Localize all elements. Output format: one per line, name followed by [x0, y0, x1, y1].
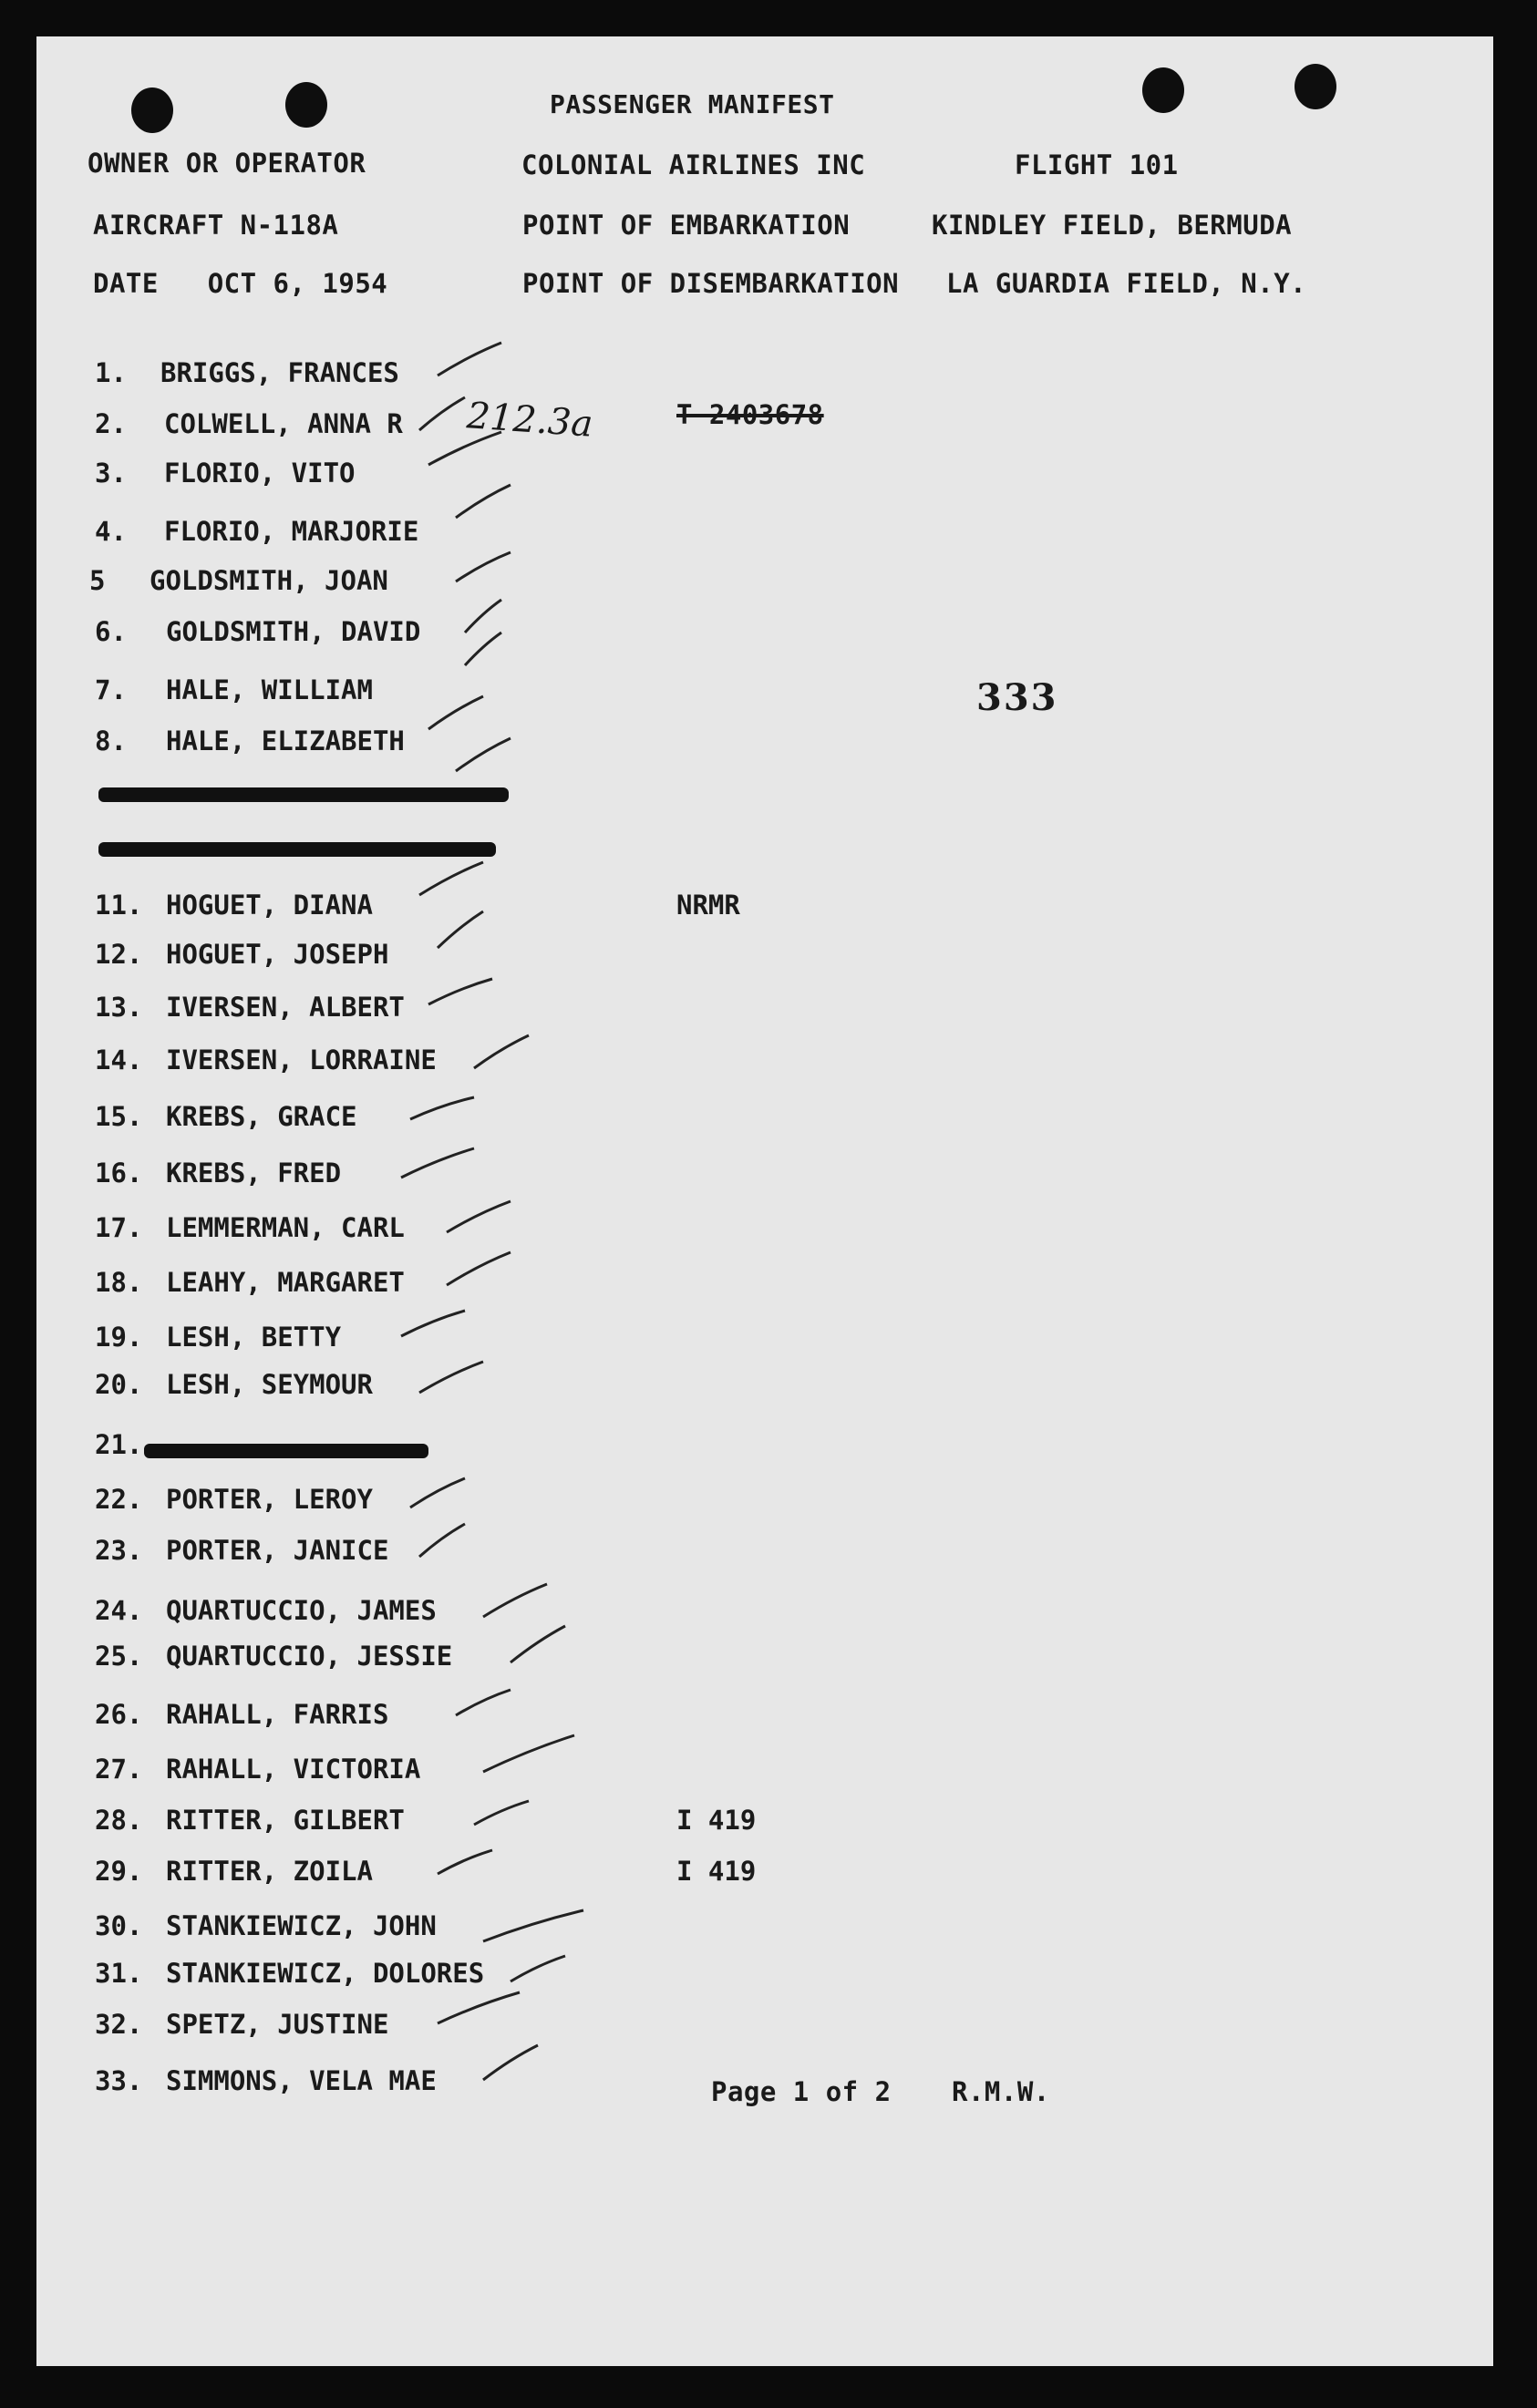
passenger-name: HOGUET, JOSEPH [166, 939, 389, 970]
passenger-number: 12. [95, 939, 143, 970]
check-mark [428, 696, 483, 729]
passenger-number: 22. [95, 1484, 143, 1515]
check-mark [419, 1524, 465, 1557]
passenger-name: GOLDSMITH, DAVID [166, 616, 421, 647]
check-mark [438, 1992, 520, 2023]
passenger-name: QUARTUCCIO, JESSIE [166, 1641, 453, 1672]
passenger-number: 25. [95, 1641, 143, 1672]
check-mark [456, 485, 511, 518]
passenger-note: I 419 [676, 1856, 757, 1887]
passenger-name: RITTER, GILBERT [166, 1805, 405, 1836]
check-mark [447, 1252, 511, 1285]
check-mark [438, 911, 483, 948]
check-mark [465, 600, 501, 633]
passenger-number: 23. [95, 1535, 143, 1566]
passenger-name: GOLDSMITH, JOAN [150, 565, 388, 596]
check-mark [474, 1801, 529, 1825]
check-mark [419, 397, 465, 430]
passenger-name: COLWELL, ANNA R [164, 408, 403, 439]
passenger-name: LESH, BETTY [166, 1322, 342, 1353]
owner-label: OWNER OR OPERATOR [88, 148, 366, 179]
passenger-number: 21. [95, 1429, 143, 1460]
check-mark [511, 1956, 565, 1981]
check-mark [419, 1362, 483, 1393]
passenger-name: FLORIO, VITO [164, 458, 356, 489]
check-mark [474, 1035, 529, 1068]
passenger-number: 29. [95, 1856, 143, 1887]
clerk-initials: R.M.W. [952, 2076, 1050, 2107]
passenger-name: LESH, SEYMOUR [166, 1369, 373, 1400]
check-mark [401, 1311, 465, 1336]
check-mark [428, 979, 492, 1004]
check-mark [438, 343, 501, 376]
check-marks [36, 36, 1493, 2366]
passenger-name: BRIGGS, FRANCES [160, 357, 399, 388]
passenger-note: NRMR [676, 890, 740, 921]
passenger-number: 8. [95, 725, 127, 756]
passenger-number: 5 [89, 565, 106, 596]
embarkation-label: POINT OF EMBARKATION [522, 210, 851, 241]
passenger-note: I 419 [676, 1805, 757, 1836]
stamp-number: 333 [976, 676, 1058, 719]
passenger-number: 1. [95, 357, 127, 388]
flight-date: DATE OCT 6, 1954 [93, 268, 388, 299]
passenger-number: 24. [95, 1595, 143, 1626]
disembarkation-value: LA GUARDIA FIELD, N.Y. [946, 268, 1307, 299]
check-mark [419, 862, 483, 895]
check-mark [483, 1910, 583, 1941]
check-mark [483, 1735, 574, 1772]
passenger-number: 7. [95, 674, 127, 705]
passenger-number: 16. [95, 1158, 143, 1189]
page-indicator: Page 1 of 2 [711, 2076, 892, 2107]
passenger-name: STANKIEWICZ, JOHN [166, 1910, 437, 1941]
passenger-number: 30. [95, 1910, 143, 1941]
check-mark [428, 432, 501, 465]
check-mark [456, 1690, 511, 1715]
passenger-number: 31. [95, 1958, 143, 1989]
passenger-name: KREBS, GRACE [166, 1101, 357, 1132]
aircraft-registration: AIRCRAFT N-118A [93, 210, 339, 241]
passenger-name: SPETZ, JUSTINE [166, 2009, 389, 2040]
passenger-name: RAHALL, VICTORIA [166, 1754, 421, 1785]
passenger-name: KREBS, FRED [166, 1158, 342, 1189]
struck-ticket-number: T 2403678 [676, 399, 824, 430]
passenger-name: LEAHY, MARGARET [166, 1267, 405, 1298]
check-mark [483, 2045, 538, 2080]
passenger-number: 13. [95, 992, 143, 1023]
passenger-name: FLORIO, MARJORIE [164, 516, 419, 547]
passenger-name: RITTER, ZOILA [166, 1856, 373, 1887]
passenger-name: PORTER, LEROY [166, 1484, 373, 1515]
passenger-name: QUARTUCCIO, JAMES [166, 1595, 437, 1626]
passenger-name: HALE, ELIZABETH [166, 725, 405, 756]
passenger-number: 27. [95, 1754, 143, 1785]
passenger-number: 3. [95, 458, 127, 489]
check-mark [456, 738, 511, 771]
passenger-number: 20. [95, 1369, 143, 1400]
manifest-title: PASSENGER MANIFEST [550, 89, 835, 119]
owner-value: COLONIAL AIRLINES INC [521, 149, 866, 180]
check-mark [465, 633, 501, 665]
flight-number: FLIGHT 101 [1015, 149, 1179, 180]
passenger-name: IVERSEN, LORRAINE [166, 1044, 437, 1075]
passenger-number: 17. [95, 1212, 143, 1243]
passenger-number: 33. [95, 2065, 143, 2096]
disembarkation-label: POINT OF DISEMBARKATION [522, 268, 900, 299]
check-mark [511, 1626, 565, 1662]
embarkation-value: KINDLEY FIELD, BERMUDA [932, 210, 1293, 241]
passenger-number: 6. [95, 616, 127, 647]
check-mark [401, 1148, 474, 1178]
passenger-number: 28. [95, 1805, 143, 1836]
passenger-name: HALE, WILLIAM [166, 674, 373, 705]
passenger-name: LEMMERMAN, CARL [166, 1212, 405, 1243]
passenger-name: RAHALL, FARRIS [166, 1699, 389, 1730]
passenger-name: IVERSEN, ALBERT [166, 992, 405, 1023]
passenger-number: 14. [95, 1044, 143, 1075]
passenger-number: 11. [95, 890, 143, 921]
passenger-number: 4. [95, 516, 127, 547]
passenger-name: HOGUET, DIANA [166, 890, 373, 921]
passenger-name: PORTER, JANICE [166, 1535, 389, 1566]
manifest-sheet [36, 36, 1493, 2366]
passenger-number: 19. [95, 1322, 143, 1353]
passenger-number: 2. [95, 408, 127, 439]
passenger-number: 15. [95, 1101, 143, 1132]
check-mark [447, 1201, 511, 1232]
check-mark [410, 1097, 474, 1119]
check-mark [410, 1478, 465, 1508]
passenger-number: 26. [95, 1699, 143, 1730]
passenger-number: 18. [95, 1267, 143, 1298]
check-mark [438, 1850, 492, 1874]
passenger-name: SIMMONS, VELA MAE [166, 2065, 437, 2096]
check-mark [456, 552, 511, 581]
check-mark [483, 1584, 547, 1617]
handwritten-note: 212.3a [465, 395, 594, 446]
passenger-number: 32. [95, 2009, 143, 2040]
passenger-name: STANKIEWICZ, DOLORES [166, 1958, 485, 1989]
